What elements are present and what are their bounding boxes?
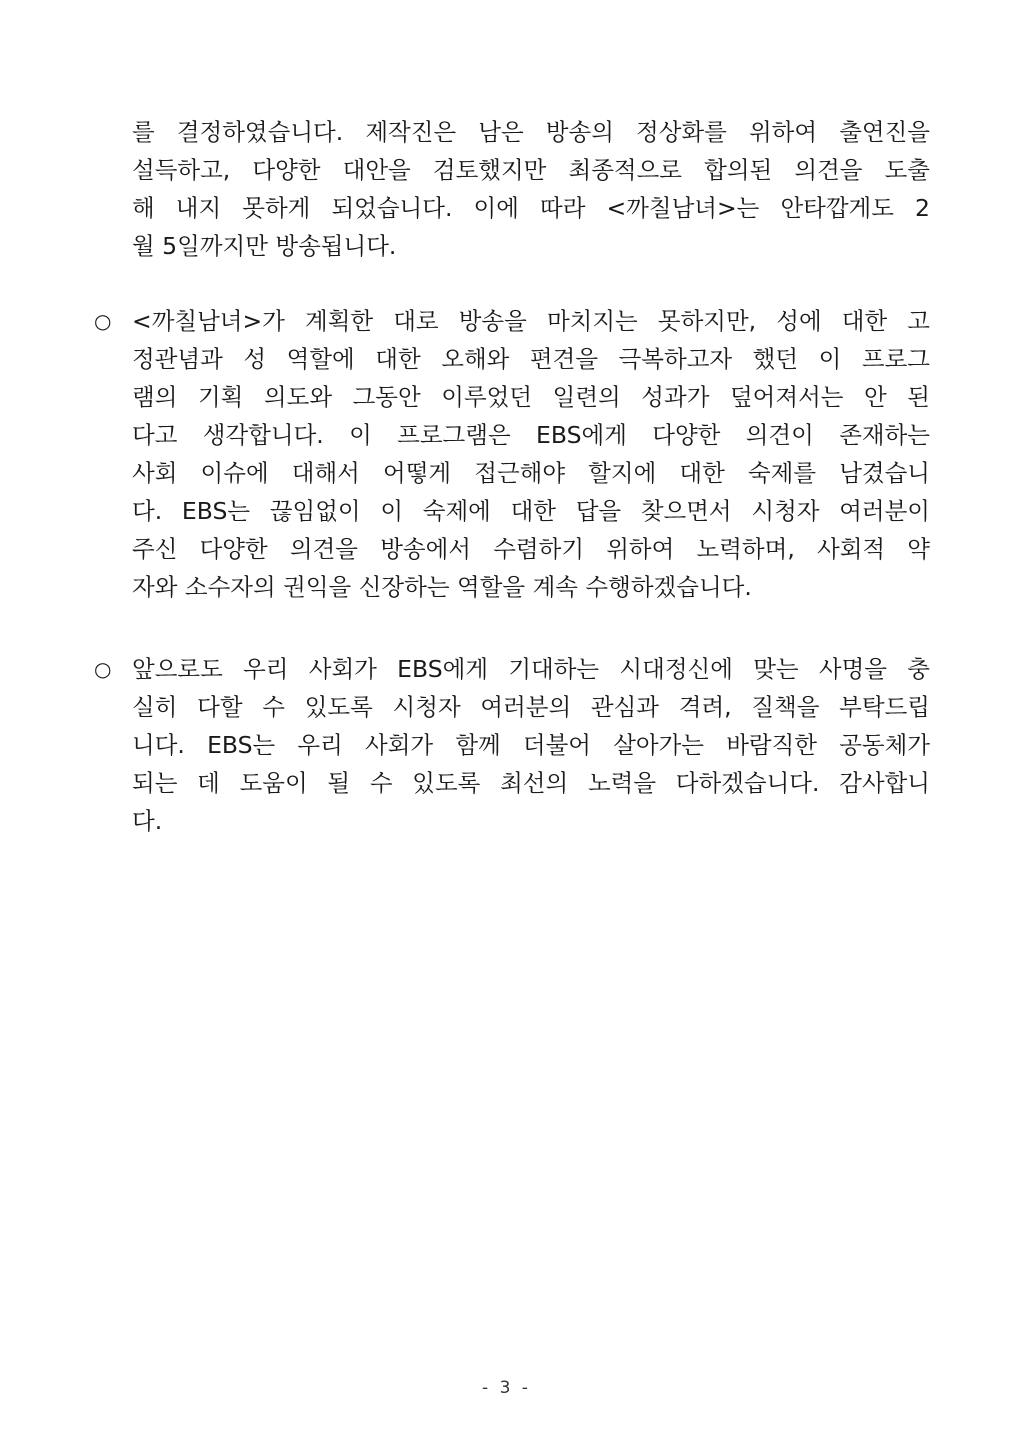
- bullet-circle-icon: ○: [94, 309, 112, 333]
- text-line: 다고 생각합니다. 이 프로그램은 EBS에게 다양한 의견이 존재하는: [132, 421, 930, 449]
- text-line: 자와 소수자의 권익을 신장하는 역할을 계속 수행하겠습니다.: [132, 573, 752, 601]
- text-line: 다.: [132, 807, 163, 835]
- text-line: 램의 기획 의도와 그동안 이루었던 일련의 성과가 덮어져서는 안 된: [132, 383, 930, 411]
- text-line: 정관념과 성 역할에 대한 오해와 편견을 극복하고자 했던 이 프로그: [132, 345, 930, 373]
- text-line: 앞으로도 우리 사회가 EBS에게 기대하는 시대정신에 맞는 사명을 충: [132, 655, 930, 683]
- paragraph-continuation: [92, 113, 930, 265]
- text-line: <까칠남녀>가 계획한 대로 방송을 마치지는 못하지만, 성에 대한 고: [132, 307, 930, 335]
- text-line: 실히 다할 수 있도록 시청자 여러분의 관심과 격려, 질책을 부탁드립: [132, 693, 930, 721]
- text-line: 해 내지 못하게 되었습니다. 이에 따라 <까칠남녀>는 안타깝게도 2: [132, 194, 930, 222]
- text-line: 사회 이슈에 대해서 어떻게 접근해야 할지에 대한 숙제를 남겼습니: [132, 459, 930, 487]
- bullet-circle-icon: ○: [94, 657, 112, 681]
- text-line: 월 5일까지만 방송됩니다.: [132, 232, 397, 260]
- page-number: - 3 -: [482, 1378, 531, 1398]
- text-line: 설득하고, 다양한 대안을 검토했지만 최종적으로 합의된 의견을 도출: [132, 156, 930, 184]
- paragraph-closing-request: [92, 650, 930, 840]
- text-line: 니다. EBS는 우리 사회가 함께 더불어 살아가는 바람직한 공동체가: [132, 731, 930, 759]
- text-line: 주신 다양한 의견을 방송에서 수렴하기 위하여 노력하며, 사회적 약: [132, 535, 930, 563]
- paragraph-program-achievements: [92, 302, 930, 606]
- text-line: 되는 데 도움이 될 수 있도록 최선의 노력을 다하겠습니다. 감사합니: [132, 769, 930, 797]
- text-line: 를 결정하였습니다. 제작진은 남은 방송의 정상화를 위하여 출연진을: [132, 118, 930, 146]
- text-line: 다. EBS는 끊임없이 이 숙제에 대한 답을 찾으면서 시청자 여러분이: [132, 497, 930, 525]
